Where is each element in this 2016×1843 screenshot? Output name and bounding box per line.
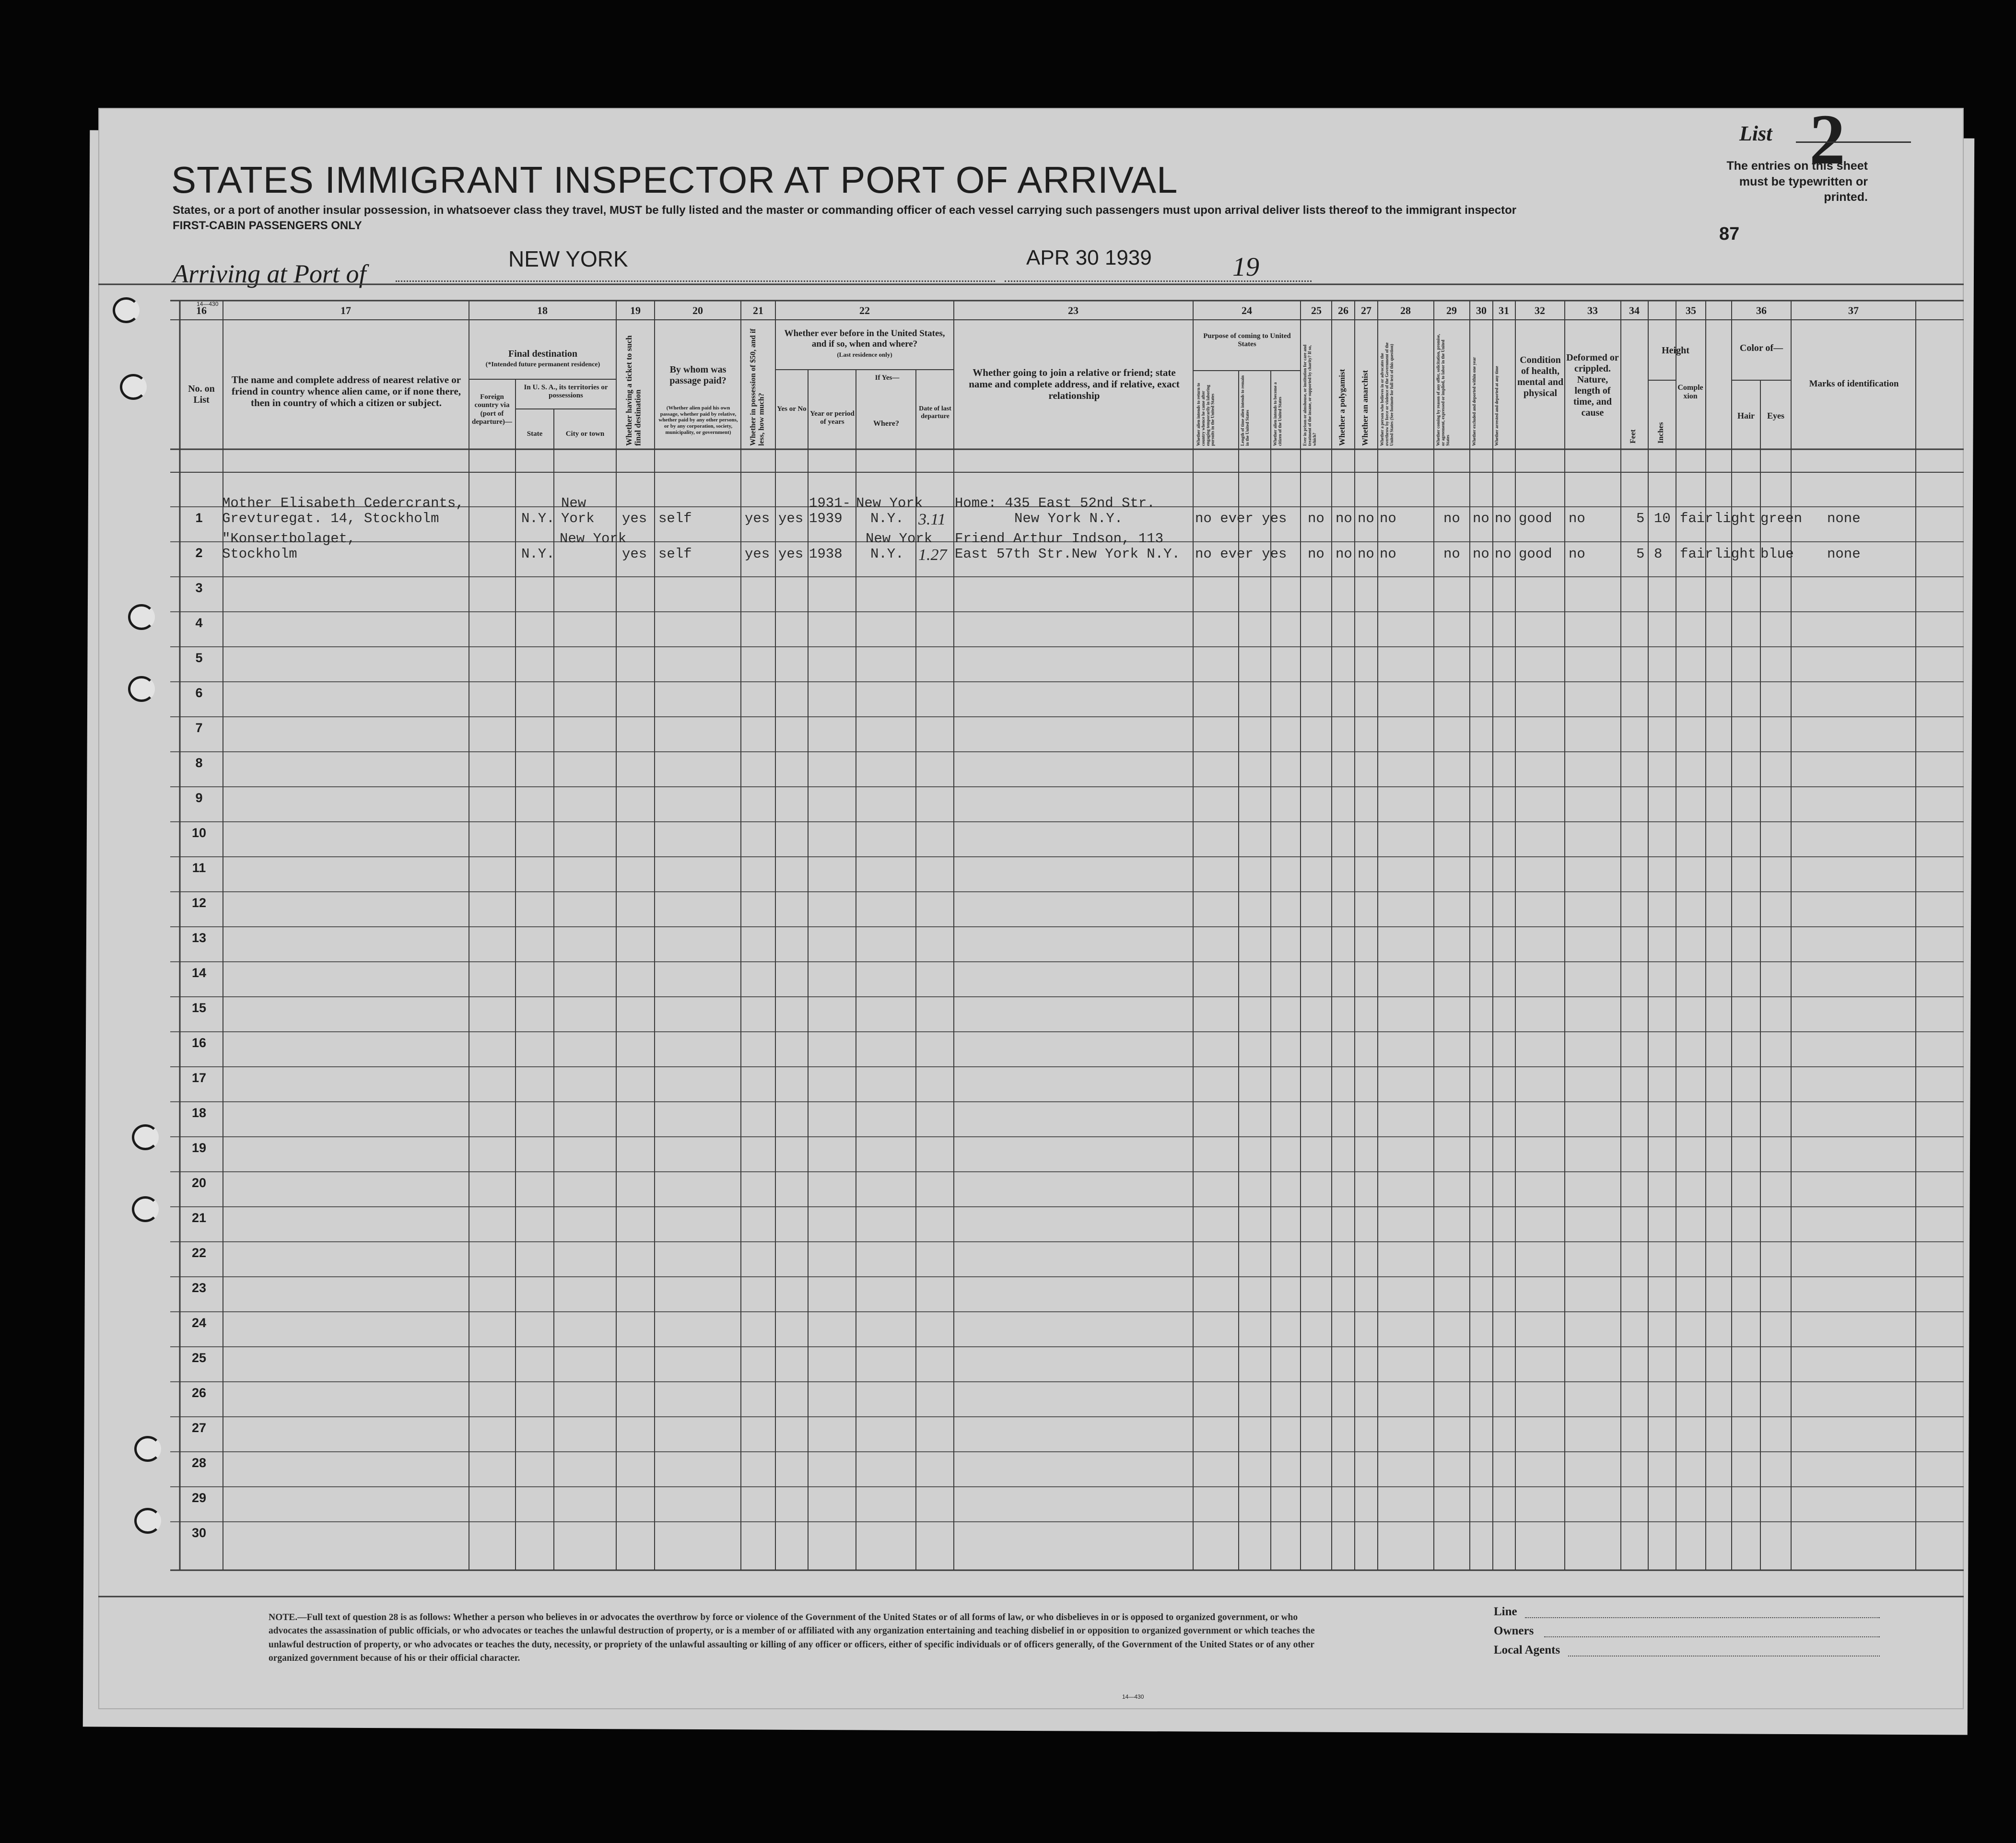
relative-address-line2: Grevturegat. 14, Stockholm	[222, 511, 439, 526]
form-number-top: 14—430	[197, 301, 219, 307]
row-number: 19	[191, 1141, 207, 1155]
row-number: 12	[191, 896, 207, 910]
marks-answer: none	[1827, 511, 1861, 526]
col-num-36: 36	[1756, 304, 1767, 316]
complexion-answer: fair	[1680, 511, 1713, 526]
local-agents-label: Local Agents	[1494, 1644, 1560, 1656]
list-label: List	[1739, 122, 1772, 145]
eye-color: green	[1760, 511, 1803, 526]
passage-paid-by: self	[658, 511, 692, 526]
header-polygamist: Whether a polygamist	[1337, 369, 1347, 446]
row-number: 26	[191, 1386, 207, 1400]
manifest-sheet	[98, 100, 1964, 1709]
col-num-20: 20	[692, 304, 703, 316]
destination-city-line1: New York	[560, 531, 627, 547]
header-overthrow: Whether a person who believes in or advocates the overthrow by force or violence of the Government of the United States (See footnote for full text of this question)	[1380, 342, 1394, 446]
join-relative-line1: Friend Arthur Indson, 113	[955, 531, 1164, 547]
row-number: 4	[195, 616, 203, 630]
header-purpose-c: Whether alien intends to become a citizen of the United States	[1273, 382, 1282, 446]
row-number: 27	[191, 1421, 207, 1435]
marks-answer: none	[1827, 546, 1861, 562]
binder-hole-icon	[113, 297, 140, 323]
owners-label: Owners	[1494, 1624, 1534, 1637]
binder-hole-icon	[128, 676, 155, 702]
header-inches: Inches	[1657, 422, 1665, 443]
binder-hole-icon	[128, 604, 155, 630]
binder-hole-icon	[132, 1196, 159, 1222]
row-number: 20	[191, 1176, 207, 1190]
header-health: Condition of health, mental and physical	[1517, 355, 1564, 398]
binder-hole-icon	[120, 374, 147, 400]
passage-paid-by: self	[658, 546, 692, 562]
row-number: 8	[195, 756, 203, 770]
row-number: 15	[191, 1001, 207, 1015]
header-yes-no: Yes or No	[777, 405, 807, 413]
header-marks: Marks of identification	[1809, 379, 1899, 389]
col-num-19: 19	[630, 304, 641, 316]
q25-answer: no	[1308, 546, 1324, 562]
row-number: 10	[191, 826, 207, 840]
destination-state: N.Y.	[521, 546, 555, 562]
binder-hole-icon	[132, 1124, 159, 1150]
hair-color: light	[1714, 546, 1757, 562]
where-line1: New York	[856, 495, 923, 511]
q31-answer: no	[1495, 546, 1512, 562]
destination-city-line2: York	[561, 511, 595, 526]
row-number: 3	[195, 581, 203, 595]
year-prefix: 19	[1232, 252, 1259, 282]
years-line2: 1938	[809, 546, 843, 562]
col-num-29: 29	[1446, 304, 1457, 316]
q28-answer: no	[1380, 511, 1396, 526]
where-line2: N.Y.	[870, 546, 904, 562]
line-label: Line	[1494, 1605, 1517, 1618]
header-prison: Ever in prison or almshouse, or institution for care and treatment of the insane, or supported by charity? If so, which?	[1302, 344, 1317, 446]
header-if-yes: If Yes—	[875, 374, 900, 382]
row-number: 14	[191, 966, 207, 980]
header-offer-labor: Whether coming by reason of any offer, solicitation, promise, or agreement, expressed or implied, to labor in the United States	[1436, 334, 1450, 446]
where-line2: N.Y.	[870, 511, 904, 526]
relative-address-line2: Stockholm	[222, 546, 297, 562]
header-final-destination: Final destination	[508, 349, 577, 359]
form-number-bottom: 14—430	[1122, 1693, 1144, 1700]
page-number: 87	[1719, 224, 1740, 244]
height-feet: 5	[1636, 511, 1645, 526]
row-number: 5	[195, 651, 203, 665]
header-no-on-list: No. on List	[188, 384, 215, 405]
row-number: 9	[195, 791, 203, 805]
ever-before-answer: yes	[778, 511, 804, 526]
row-number: 18	[191, 1106, 207, 1120]
header-hair: Hair	[1737, 411, 1755, 420]
money-answer: yes	[745, 546, 770, 562]
height-inches: 8	[1654, 546, 1663, 562]
q26-answer: no	[1336, 511, 1352, 526]
eye-color: blue	[1760, 546, 1794, 562]
typewritten-note: The entries on this sheet must be typewritten or printed.	[1726, 159, 1868, 204]
q27-answer: no	[1358, 546, 1374, 562]
col-num-16: 16	[196, 304, 207, 316]
binder-hole-icon	[134, 1436, 161, 1462]
q26-answer: no	[1336, 546, 1352, 562]
header-ever-before: Whether ever before in the United States, and if so, when and where?	[784, 328, 945, 349]
date-last-departure: 3.11	[918, 511, 946, 528]
footnote-question-28: NOTE.—Full text of question 28 is as follows: Whether a person who believes in or advocates the overthrow by force or violence of the Government of the United States or of all forms of law, or who disbelieves in or is opposed to organized government, or who advocates the assassination of public officials, or who advocates or teaches the unlawful destruction of property, or is a member of or affiliated with any organization entertaining and teaching disbelief in or opposition to organized government or which teaches the unlawful destruction of property, or who advocates or teaches the duty, necessity, or propriety of the unlawful assaulting or killing of any officer or officers, either of specific individuals or of officers generally, of the Government of the United States or of any other organized government because of his or their official character.	[269, 1612, 1315, 1663]
header-ticket: Whether having a ticket to such final destination	[624, 335, 643, 446]
header-final-destination-sub: (*Intended future permanent residence)	[485, 361, 600, 368]
q31-answer: no	[1495, 511, 1512, 526]
header-foreign-country: Foreign country via (port of departure)—	[472, 393, 512, 426]
list-number: 2	[1809, 100, 1845, 179]
header-last-residence: (Last residence only)	[837, 351, 892, 358]
ticket-answer: yes	[622, 546, 647, 562]
height-inches: 10	[1654, 511, 1671, 526]
col-num-26: 26	[1338, 304, 1348, 316]
q25-answer: no	[1308, 511, 1324, 526]
header-join-relative: Whether going to join a relative or friend; state name and complete address, and if relative, exact relationship	[969, 367, 1180, 402]
health-answer: good	[1519, 511, 1552, 526]
join-relative-line1: Home: 435 East 52nd Str.	[955, 495, 1155, 511]
deformed-answer: no	[1569, 546, 1585, 562]
row-number: 6	[195, 686, 203, 700]
height-feet: 5	[1636, 546, 1645, 562]
header-year-period: Year or period of years	[810, 410, 855, 426]
owners-field[interactable]	[1544, 1636, 1880, 1637]
purpose-answers: no ever yes	[1195, 546, 1287, 562]
port-value: NEW YORK	[508, 246, 628, 271]
destination-state: N.Y.	[521, 511, 555, 526]
q29-answer: no	[1443, 511, 1460, 526]
header-in-usa: In U. S. A., its territories or possessions	[524, 384, 608, 400]
deformed-answer: no	[1569, 511, 1585, 526]
col-num-25: 25	[1311, 304, 1322, 316]
q27-answer: no	[1358, 511, 1374, 526]
join-relative-line2: New York N.Y.	[1014, 511, 1123, 526]
ticket-answer: yes	[622, 511, 647, 526]
header-deformed: Deformed or crippled. Nature, length of time, and cause	[1566, 352, 1619, 418]
header-passage-note: (Whether alien paid his own passage, whether paid by relative, whether paid by any other persons, or by any corporation, society, municipality, or government)	[658, 405, 738, 435]
row-number: 16	[191, 1036, 207, 1050]
header-purpose-a: Whether alien intends to return to country whence he came after engaging temporarily in laboring pursuits in the United States	[1196, 383, 1215, 446]
col-num-34: 34	[1629, 304, 1640, 316]
row-number: 29	[191, 1491, 207, 1505]
row-number: 11	[192, 861, 206, 875]
row-number: 24	[191, 1316, 207, 1330]
q30-answer: no	[1473, 546, 1489, 562]
relative-address-line1: "Konsertbolaget,	[222, 531, 356, 547]
join-relative-line2: East 57th Str.New York N.Y.	[955, 546, 1180, 562]
header-where: Where?	[873, 420, 899, 428]
row-number: 21	[191, 1211, 207, 1225]
header-purpose: Purpose of coming to United States	[1203, 332, 1291, 349]
row-number: 23	[191, 1281, 207, 1295]
row-rules	[170, 507, 1964, 1522]
header-arrested: Whether arrested and deported at any time	[1494, 366, 1499, 446]
col-num-33: 33	[1587, 304, 1598, 316]
col-num-24: 24	[1242, 304, 1252, 316]
header-complexion: Complexion	[1677, 384, 1703, 401]
purpose-answers: no ever yes	[1195, 511, 1287, 526]
col-num-28: 28	[1400, 304, 1411, 316]
row-number: 7	[195, 721, 203, 735]
col-num-18: 18	[537, 304, 548, 316]
col-num-30: 30	[1476, 304, 1487, 316]
page-title: STATES IMMIGRANT INSPECTOR AT PORT OF ARRIVAL	[171, 159, 1178, 201]
header-color-of: Color of—	[1739, 343, 1783, 353]
header-feet: Feet	[1629, 429, 1637, 443]
column-rules	[180, 301, 1916, 1570]
q28-answer: no	[1380, 546, 1396, 562]
subtitle-line1: States, or a port of another insular possession, in whatsoever class they travel, MUST be fully listed and the master or commanding officer of each vessel carrying such passengers must upon arrival deliver lists thereof to the immigrant inspector	[173, 204, 1517, 217]
row-number: 17	[191, 1071, 207, 1085]
complexion-answer: fair	[1680, 546, 1713, 562]
header-relative-address: The name and complete address of nearest relative or friend in country whence alien came, or if none there, then in country of which a citizen or subject.	[231, 374, 461, 409]
row-number: 30	[191, 1526, 207, 1540]
header-money: Whether in possession of $50, and if less, how much?	[749, 328, 766, 446]
col-num-22: 22	[859, 304, 870, 316]
where-line1: New York	[866, 531, 933, 547]
destination-city-line1: New	[561, 495, 586, 511]
col-num-17: 17	[340, 304, 351, 316]
header-height: Height	[1662, 345, 1689, 356]
col-num-27: 27	[1361, 304, 1371, 316]
header-state: State	[527, 430, 543, 438]
row-number: 28	[191, 1456, 207, 1470]
date-stamp: APR 30 1939	[1026, 246, 1152, 269]
q30-answer: no	[1473, 511, 1489, 526]
col-num-35: 35	[1686, 304, 1696, 316]
header-anarchist: Whether an anarchist	[1360, 370, 1370, 446]
row-number: 25	[191, 1351, 207, 1365]
health-answer: good	[1519, 546, 1552, 562]
ever-before-answer: yes	[778, 546, 804, 562]
header-excluded: Whether excluded and deported within one year	[1472, 357, 1477, 446]
arriving-label: Arriving at Port of	[173, 259, 366, 288]
money-answer: yes	[745, 511, 770, 526]
row-number: 22	[191, 1246, 207, 1260]
row-number: 13	[191, 931, 207, 945]
years-line1: 1931-	[809, 495, 851, 511]
col-num-23: 23	[1068, 304, 1078, 316]
row-number: 1	[195, 511, 203, 525]
header-passage-paid: By whom was passage paid?	[669, 364, 727, 386]
header-date-departure: Date of last departure	[919, 405, 951, 420]
line-field[interactable]	[1525, 1617, 1880, 1618]
date-last-departure: 1.27	[918, 546, 947, 564]
years-line2: 1939	[809, 511, 843, 526]
header-city: City or town	[565, 430, 605, 438]
col-num-37: 37	[1848, 304, 1859, 316]
col-num-21: 21	[753, 304, 763, 316]
hair-color: light	[1714, 511, 1757, 526]
subtitle-line2: FIRST-CABIN PASSENGERS ONLY	[173, 219, 362, 232]
binder-hole-icon	[134, 1508, 161, 1534]
header-purpose-b: Length of time alien intends to remain in the United States	[1240, 375, 1250, 446]
relative-address-line1: Mother Elisabeth Cedercrants,	[222, 495, 464, 511]
col-num-31: 31	[1499, 304, 1509, 316]
row-number: 2	[195, 546, 203, 560]
col-num-32: 32	[1535, 304, 1545, 316]
q29-answer: no	[1443, 546, 1460, 562]
header-eyes: Eyes	[1767, 411, 1784, 420]
